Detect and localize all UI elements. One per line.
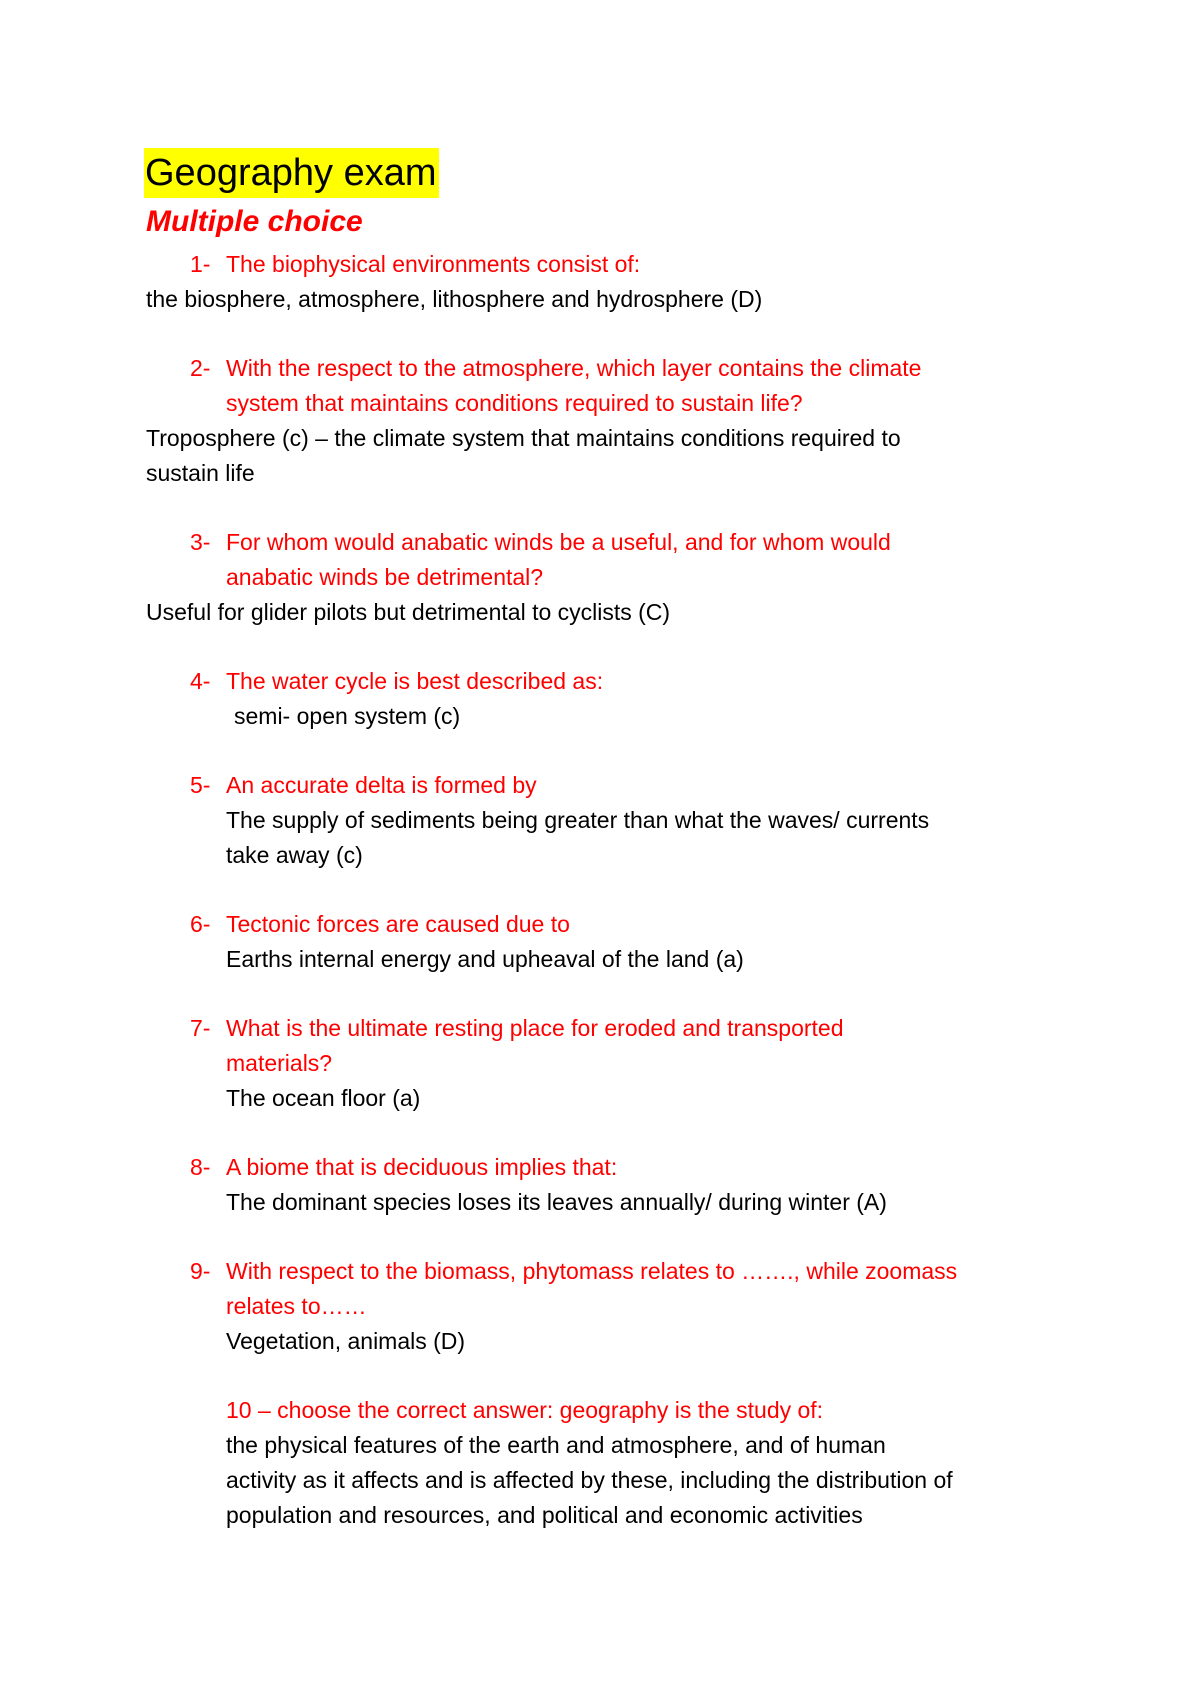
answer-5-text-line-2: take away (c) xyxy=(226,842,363,868)
question-1-number: 1- xyxy=(190,251,211,277)
question-4-text: The water cycle is best described as: xyxy=(226,668,604,694)
document-title: Geography exam xyxy=(144,148,439,198)
question-3-number: 3- xyxy=(190,529,211,555)
answer-2-text-line-1: Troposphere (c) – the climate system that maintains conditions required to xyxy=(146,425,901,451)
answer-8-text: The dominant species loses its leaves annually/ during winter (A) xyxy=(226,1189,887,1215)
answer-10-text-line-3: population and resources, and political and economic activities xyxy=(226,1502,863,1528)
answer-5-text-line-1: The supply of sediments being greater than what the waves/ currents xyxy=(226,807,930,833)
question-6-text: Tectonic forces are caused due to xyxy=(226,911,570,937)
answer-4-text: semi- open system (c) xyxy=(234,703,461,729)
answer-10-text-line-1: the physical features of the earth and atmosphere, and of human xyxy=(226,1432,886,1458)
question-7-text-line-1: What is the ultimate resting place for eroded and transported xyxy=(226,1015,844,1041)
answer-10-text-line-2: activity as it affects and is affected by these, including the distribution of xyxy=(226,1467,953,1493)
question-9-text-line-1: With respect to the biomass, phytomass relates to ……., while zoomass xyxy=(226,1258,958,1284)
question-2-number: 2- xyxy=(190,355,211,381)
answer-1-text: the biosphere, atmosphere, lithosphere and hydrosphere (D) xyxy=(146,286,763,312)
question-7-text-line-2: materials? xyxy=(226,1050,333,1076)
question-2-text-line-2: system that maintains conditions required to sustain life? xyxy=(226,390,803,416)
question-3-text-line-1: For whom would anabatic winds be a useful, and for whom would xyxy=(226,529,891,555)
question-3-text-line-2: anabatic winds be detrimental? xyxy=(226,564,544,590)
question-7-number: 7- xyxy=(190,1015,211,1041)
answer-6-text: Earths internal energy and upheaval of the land (a) xyxy=(226,946,744,972)
question-10-text: 10 – choose the correct answer: geography is the study of: xyxy=(226,1397,824,1423)
question-6-number: 6- xyxy=(190,911,211,937)
question-2-text-line-1: With the respect to the atmosphere, which layer contains the climate xyxy=(226,355,922,381)
question-8-text: A biome that is deciduous implies that: xyxy=(226,1154,618,1180)
question-9-number: 9- xyxy=(190,1258,211,1284)
answer-7-text: The ocean floor (a) xyxy=(226,1085,421,1111)
question-4-number: 4- xyxy=(190,668,211,694)
section-heading: Multiple choice xyxy=(146,205,363,238)
question-5-number: 5- xyxy=(190,772,211,798)
question-9-text-line-2: relates to…… xyxy=(226,1293,367,1319)
question-8-number: 8- xyxy=(190,1154,211,1180)
question-1-text: The biophysical environments consist of: xyxy=(226,251,641,277)
answer-2-text-line-2: sustain life xyxy=(146,460,255,486)
question-5-text: An accurate delta is formed by xyxy=(226,772,537,798)
answer-3-text: Useful for glider pilots but detrimental to cyclists (C) xyxy=(146,599,671,625)
answer-9-text: Vegetation, animals (D) xyxy=(226,1328,466,1354)
